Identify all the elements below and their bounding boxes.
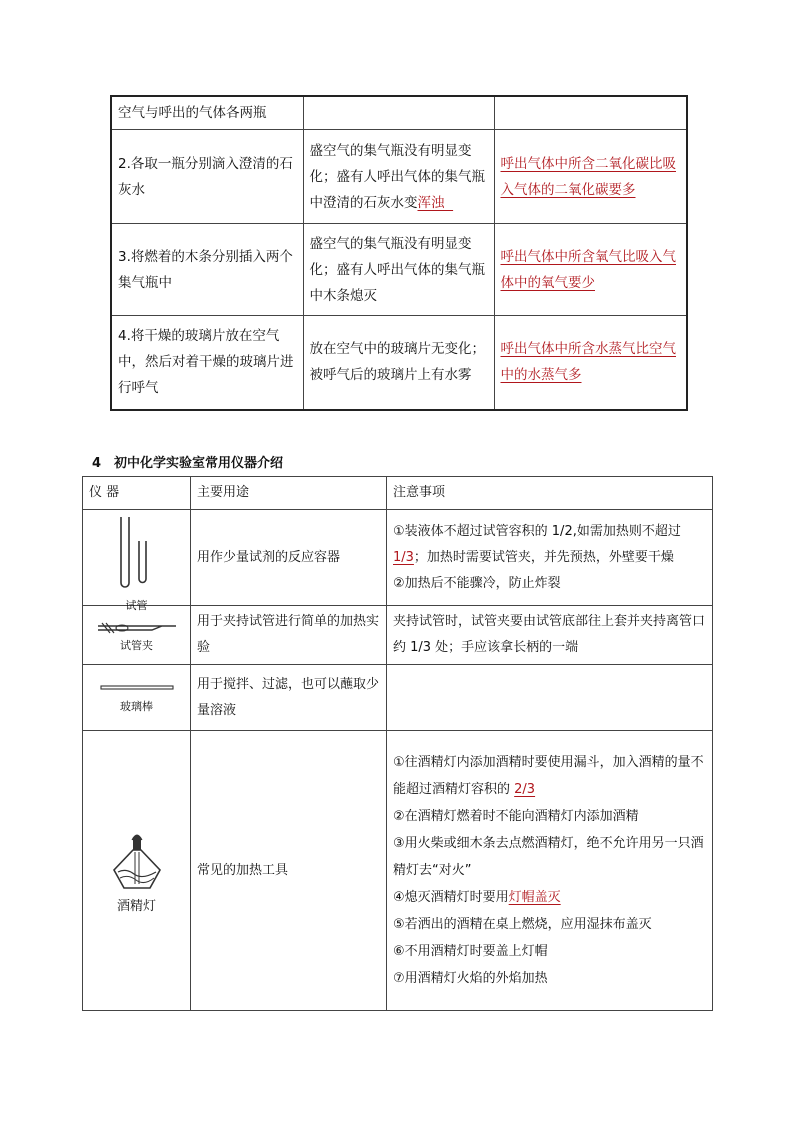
usage-cell: 用作少量试剂的反应容器 — [191, 510, 387, 606]
answer-blank: 呼出气体中所含水蒸气比空气中的水蒸气多 — [500, 341, 676, 384]
step-cell: 2.各取一瓶分别滴入澄清的石灰水 — [111, 130, 303, 224]
notes-cell: 夹持试管时，试管夹要由试管底部往上套并夹持离管口约 1/3 处；手应该拿长柄的一端 — [387, 606, 713, 665]
instrument-caption: 酒精灯 — [116, 898, 156, 914]
observation-cell: 放在空气中的玻璃片无变化；被呼气后的玻璃片上有水雾 — [303, 316, 494, 410]
usage-cell: 用于夹持试管进行简单的加热实验 — [191, 606, 387, 665]
answer-blank: 1/3 — [393, 549, 414, 565]
note-text: ④熄灭酒精灯时要用 — [393, 890, 509, 905]
notes-cell — [387, 731, 713, 1011]
section-heading — [92, 452, 283, 471]
instrument-image-cell — [83, 731, 191, 1011]
note-text: ③用火柴或细木条去点燃酒精灯，绝不允许用另一只酒精灯去“对火” — [393, 836, 704, 878]
table-header-row — [83, 477, 713, 510]
column-header: 仪 器 — [83, 477, 191, 510]
note-text — [393, 884, 706, 911]
conclusion-cell — [494, 130, 687, 224]
column-header: 主要用途 — [191, 477, 387, 510]
answer-blank: 2/3 — [514, 782, 536, 797]
glass-rod-icon — [97, 682, 177, 694]
note-text: ①装液体不超过试管容积的 1/2,如需加热则不超过 — [393, 523, 681, 539]
notes-cell — [387, 665, 713, 731]
instrument-image-cell — [83, 606, 191, 665]
usage-cell: 常见的加热工具 — [191, 731, 387, 1011]
table-row — [111, 224, 687, 316]
note-text: ⑥不用酒精灯时要盖上灯帽 — [393, 944, 548, 959]
note-text: ②加热后不能骤冷，防止炸裂 — [393, 575, 561, 591]
instrument-image-cell — [83, 510, 191, 612]
test-tube-icon — [97, 513, 177, 603]
step-cell: 3.将燃着的木条分别插入两个集气瓶中 — [111, 224, 303, 316]
notes-cell — [387, 510, 713, 606]
note-text: ；加热时需要试管夹，并先预热，外壁要干燥 — [413, 549, 674, 565]
note-text: ⑤若洒出的酒精在桌上燃烧，应用湿抹布盖灭 — [393, 917, 652, 932]
answer-blank: 呼出气体中所含二氧化碳比吸入气体的二氧化碳要多 — [500, 155, 676, 198]
instrument-caption: 试管夹 — [120, 639, 153, 652]
answer-blank: 灯帽盖灭 — [508, 890, 561, 905]
section-title: 初中化学实验室常用仪器介绍 — [114, 456, 284, 471]
table-row — [83, 510, 713, 606]
table-row — [83, 665, 713, 731]
instrument-image-cell — [83, 665, 191, 731]
instrument-table — [82, 476, 713, 1011]
alcohol-lamp-icon — [102, 826, 172, 896]
table-row — [83, 606, 713, 665]
step-cell: 空气与呼出的气体各两瓶 — [111, 96, 303, 130]
column-header: 注意事项 — [387, 477, 713, 510]
table-row — [111, 96, 687, 130]
table-row — [111, 130, 687, 224]
instrument-caption: 试管 — [125, 599, 148, 612]
conclusion-cell — [494, 224, 687, 316]
experiment-table — [110, 95, 688, 411]
conclusion-cell — [494, 96, 687, 130]
observation-cell — [303, 96, 494, 130]
answer-blank: 浑浊 — [417, 194, 445, 211]
table-row — [83, 731, 713, 1011]
observation-cell: 盛空气的集气瓶没有明显变化；盛有人呼出气体的集气瓶中木条熄灭 — [303, 224, 494, 316]
observation-cell — [303, 130, 494, 224]
instrument-caption: 玻璃棒 — [120, 699, 153, 713]
note-text: ①往酒精灯内添加酒精时要使用漏斗，加入酒精的量不能超过酒精灯容积的 — [393, 755, 704, 797]
section-number: 4 — [92, 456, 102, 471]
answer-blank: 呼出气体中所含氧气比吸入气体中的氧气要少 — [500, 248, 676, 291]
table-row — [111, 316, 687, 410]
usage-cell: 用于搅拌、过滤，也可以蘸取少量溶液 — [191, 665, 387, 731]
conclusion-cell — [494, 316, 687, 410]
note-text: ⑦用酒精灯火焰的外焰加热 — [393, 971, 548, 986]
observation-text: 盛空气的集气瓶没有明显变化；盛有人呼出气体的集气瓶中澄清的石灰水变 — [309, 142, 485, 211]
note-text: ②在酒精灯燃着时不能向酒精灯内添加酒精 — [393, 809, 639, 824]
test-tube-holder-icon — [92, 617, 182, 639]
step-cell: 4.将干燥的玻璃片放在空气中，然后对着干燥的玻璃片进行呼气 — [111, 316, 303, 410]
